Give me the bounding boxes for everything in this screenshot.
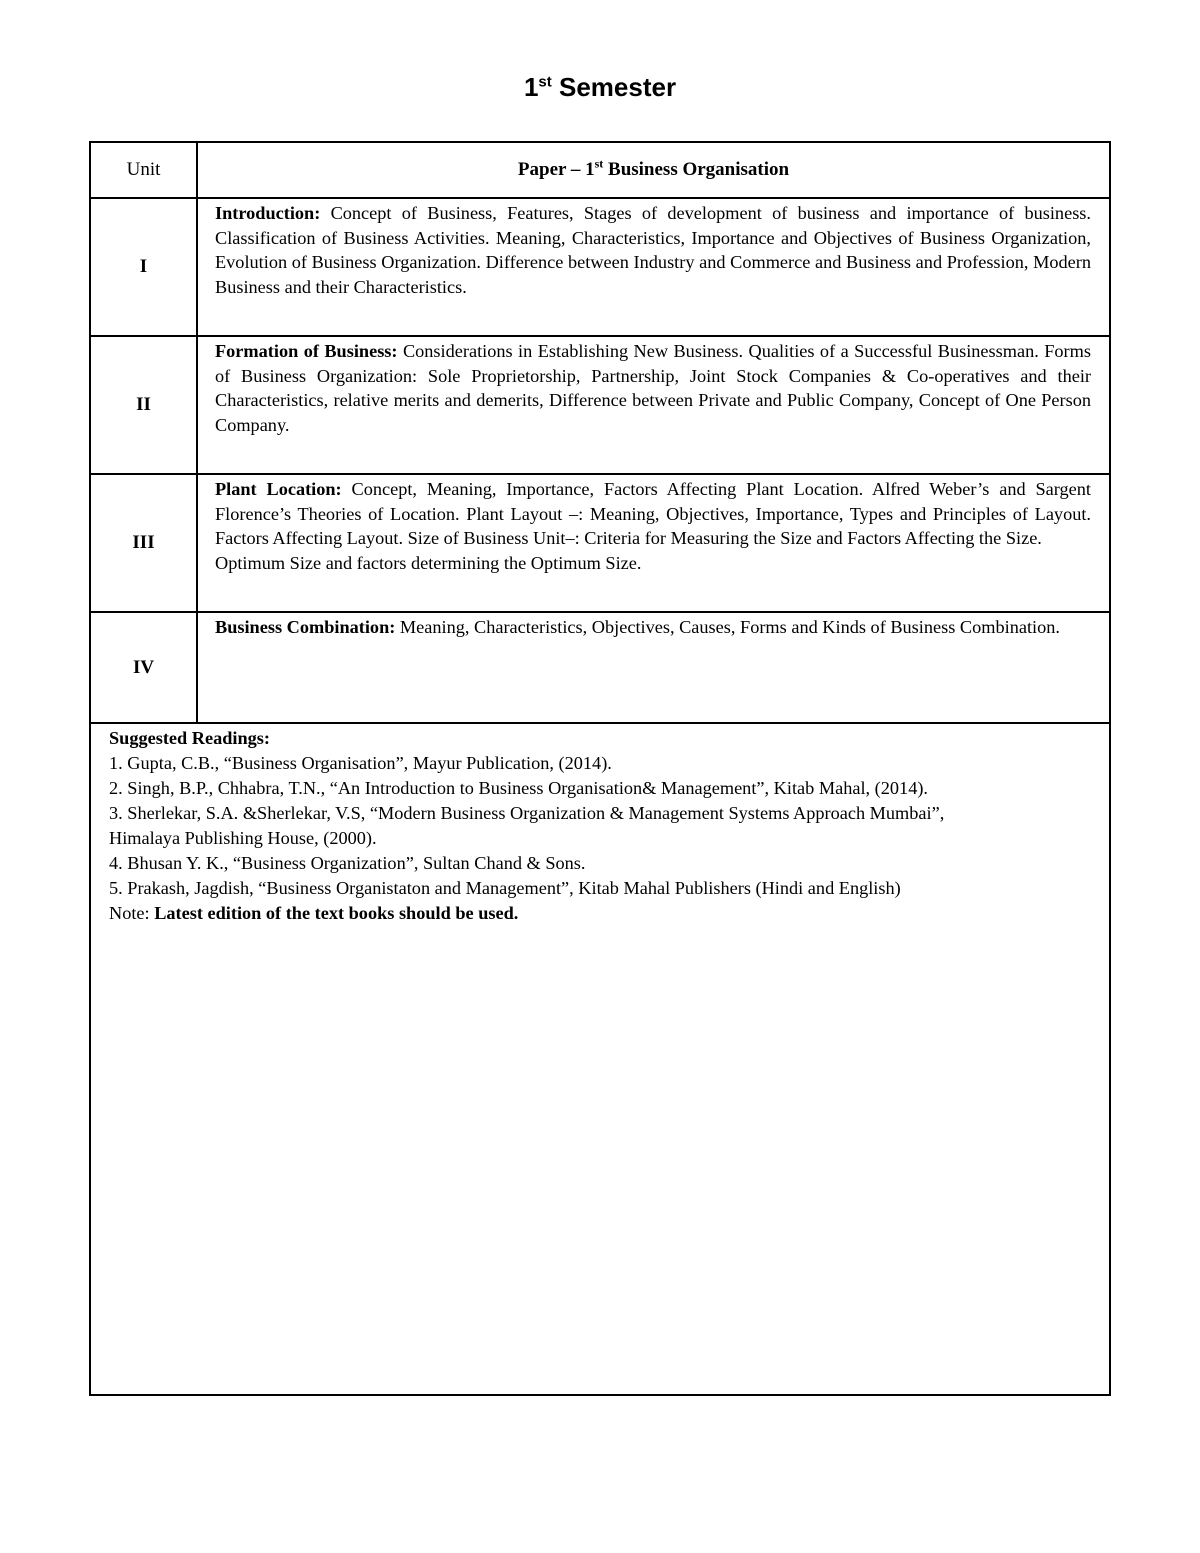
- title-ordinal-suffix: st: [538, 73, 552, 91]
- readings-row: [90, 723, 1110, 1395]
- unit-text: Concept, Meaning, Importance, Factors Affecting Plant Location. Alfred Weber’s and Sargent Florence’s Theories of Location. Plant Layout –: Meaning, Objectives, Importance, Types and Principles of Layout. Factors Affecting Layout. Size of Business Unit–: Criteria for Measuring the Size and Factors Affecting the Size.: [215, 479, 1091, 548]
- note-label: Note:: [109, 903, 155, 923]
- readings-title: Suggested Readings:: [109, 728, 270, 748]
- unit-content: [197, 198, 1110, 336]
- reading-item: 2. Singh, B.P., Chhabra, T.N., “An Introduction to Business Organisation& Management”, Kitab Mahal, (2014).: [109, 778, 928, 798]
- unit-number: I: [90, 198, 197, 336]
- paper-name: Business Organisation: [603, 159, 790, 180]
- title-word: Semester: [558, 72, 677, 102]
- page-title: [0, 72, 1200, 103]
- syllabus-table: [89, 141, 1111, 1396]
- reading-item: 3. Sherlekar, S.A. &Sherlekar, V.S, “Modern Business Organization & Management Systems Approach Mumbai”,: [109, 803, 945, 823]
- unit-text: Meaning, Characteristics, Objectives, Causes, Forms and Kinds of Business Combination.: [395, 617, 1060, 637]
- reading-item: 4. Bhusan Y. K., “Business Organization”, Sultan Chand & Sons.: [109, 853, 586, 873]
- unit-text: Concept of Business, Features, Stages of development of business and importance of business. Classification of Business Activities. Meaning, Characteristics, Importance and Objectives of Business Organization, Evolution of Business Organization. Difference between Industry and Commerce and Business and Profession, Modern Business and their Characteristics.: [215, 203, 1091, 297]
- paper-ordinal-suffix: st: [594, 156, 604, 171]
- unit-heading: Introduction:: [215, 203, 321, 223]
- paper-prefix: Paper – 1: [517, 159, 595, 180]
- reading-item: 5. Prakash, Jagdish, “Business Organistaton and Management”, Kitab Mahal Publishers (Hindi and English): [109, 878, 901, 898]
- unit-number: IV: [90, 612, 197, 723]
- table-row: [90, 336, 1110, 474]
- table-row: [90, 474, 1110, 612]
- readings-note: [109, 901, 1091, 926]
- note-text: Latest edition of the text books should be used.: [154, 903, 519, 923]
- table-row: [90, 198, 1110, 336]
- suggested-readings: [90, 723, 1110, 1395]
- unit-number: III: [90, 474, 197, 612]
- unit-number: II: [90, 336, 197, 474]
- paper-column-header: [197, 142, 1110, 198]
- unit-content: [197, 474, 1110, 612]
- unit-content: [197, 336, 1110, 474]
- unit-heading: Formation of Business:: [215, 341, 398, 361]
- unit-text: Considerations in Establishing New Business. Qualities of a Successful Businessman. Forms of Business Organization: Sole Proprietorship, Partnership, Joint Stock Companies & Co-operatives and their Characteristics, relative merits and demerits, Difference between Private and Public Company, Concept of One Person Company.: [215, 341, 1091, 435]
- reading-item: 1. Gupta, C.B., “Business Organisation”, Mayur Publication, (2014).: [109, 753, 612, 773]
- unit-heading: Plant Location:: [215, 479, 342, 499]
- table-row: [90, 612, 1110, 723]
- unit-column-header: Unit: [90, 142, 197, 198]
- reading-item: Himalaya Publishing House, (2000).: [109, 828, 377, 848]
- title-number: 1: [523, 72, 539, 102]
- unit-heading: Business Combination:: [215, 617, 396, 637]
- unit-content: [197, 612, 1110, 723]
- unit-text-extra: Optimum Size and factors determining the Optimum Size.: [215, 552, 642, 573]
- table-header-row: [90, 142, 1110, 198]
